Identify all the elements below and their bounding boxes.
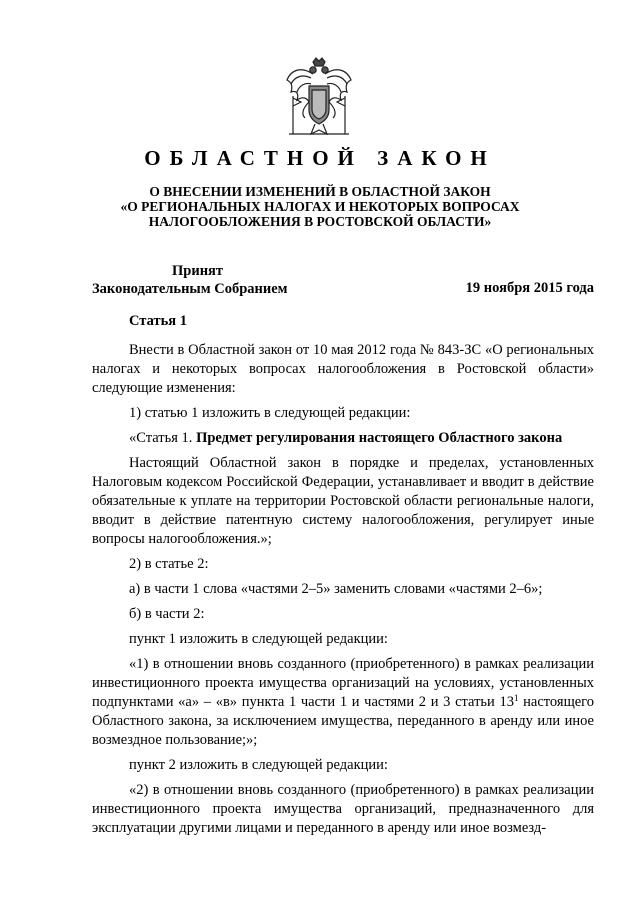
subtitle-line-2: «О РЕГИОНАЛЬНЫХ НАЛОГАХ И НЕКОТОРЫХ ВОПРОСАХ xyxy=(120,199,520,214)
subtitle-line-1: О ВНЕСЕНИИ ИЗМЕНЕНИЙ В ОБЛАСТНОЙ ЗАКОН xyxy=(149,184,491,199)
item-2a: а) в части 1 слова «частями 2–5» заменить словами «частями 2–6»; xyxy=(129,581,543,597)
quoted-article-prefix: «Статья 1. xyxy=(129,430,197,446)
document-subtitle xyxy=(60,184,580,229)
quoted-article-title: Предмет регулирования настоящего Областного закона xyxy=(196,430,563,446)
item-2: 2) в статье 2: xyxy=(129,556,209,572)
point-1-superscript: 1 xyxy=(513,693,519,703)
item-2b: б) в части 2: xyxy=(129,606,205,622)
document-body xyxy=(92,312,594,844)
paragraph-subject: Настоящий Областной закон в порядке и пределах, установленных Налоговым кодексом Российской Федерации, устанавливает и вводит в действие обязательные к уплате на территории Ростовской области региональные налоги, вводит в действие патентную систему налогообложения, регулирует иные вопросы налогообложения.»; xyxy=(92,455,594,547)
article-heading: Статья 1 xyxy=(129,313,187,329)
point-1-text xyxy=(92,655,594,750)
subtitle-line-3: НАЛОГООБЛОЖЕНИЯ В РОСТОВСКОЙ ОБЛАСТИ» xyxy=(148,214,492,229)
point-1-text-b: настоящего Областного закона, за исключением имущества, переданного в аренду или иное возмездное пользование;»; xyxy=(92,694,595,748)
point-2-text: «2) в отношении вновь созданного (приобретенного) в рамках реализации инвестиционного проекта имущества организаций, предназначенного для эксплуатации другими лицами и переданного в аренду или иное возмезд- xyxy=(92,782,594,836)
paragraph-intro: Внести в Областной закон от 10 мая 2012 года № 843-ЗС «О региональных налогах и некоторых вопросах налогообложения в Ростовской области» следующие изменения: xyxy=(92,342,594,396)
point-2-intro: пункт 2 изложить в следующей редакции: xyxy=(129,757,388,773)
coat-of-arms-icon xyxy=(283,56,355,140)
item-1: 1) статью 1 изложить в следующей редакции: xyxy=(129,405,411,421)
quoted-article-heading xyxy=(92,429,594,448)
document-title: ОБЛАСТНОЙ ЗАКОН xyxy=(144,146,496,170)
adoption-date: 19 ноября 2015 года xyxy=(465,280,594,296)
adoption-block xyxy=(92,262,288,298)
point-1-text-a: «1) в отношении вновь созданного (приобретенного) в рамках реализации инвестиционного проекта имущества организаций на условиях, установленных подпунктами «а» – «в» пункта 1 части 1 и частями 2 и 3 статьи 13 xyxy=(92,656,594,710)
point-1-intro: пункт 1 изложить в следующей редакции: xyxy=(129,631,388,647)
adopted-by: Законодательным Собранием xyxy=(92,281,288,297)
adopted-label: Принят xyxy=(172,263,224,279)
